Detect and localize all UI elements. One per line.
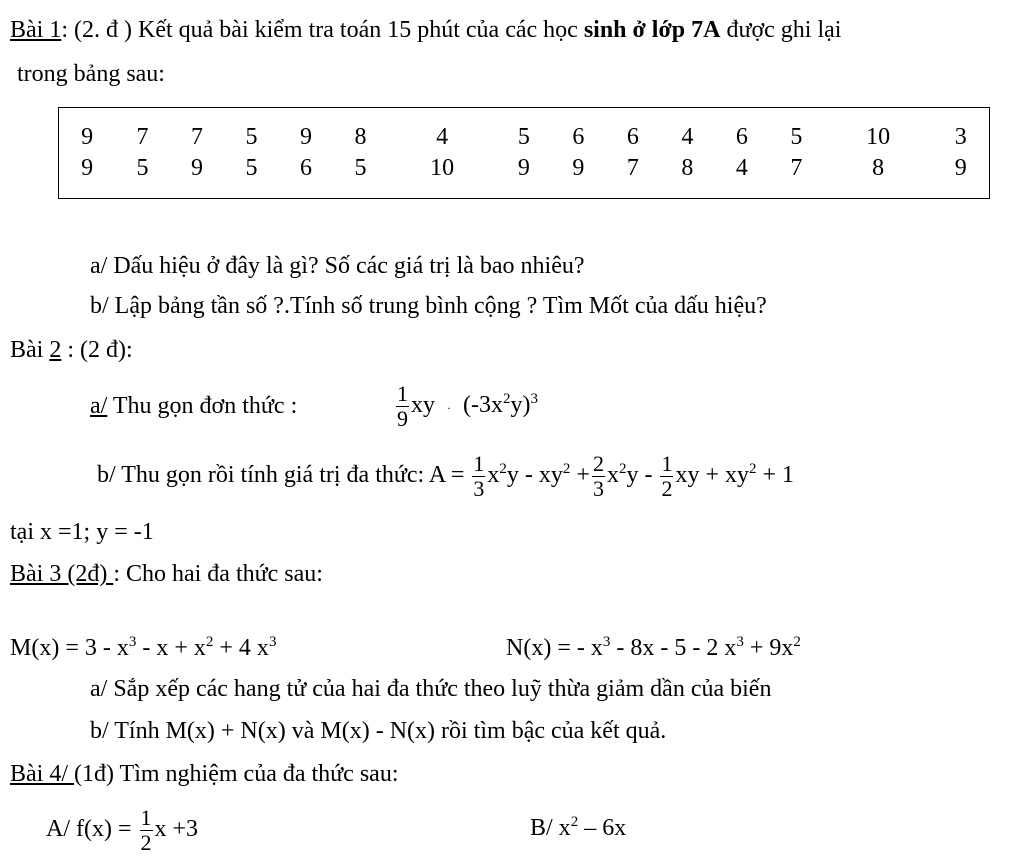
bai4-label: Bài 4/ xyxy=(10,761,74,787)
N-exp: 3 xyxy=(736,634,744,650)
score-cell: 9 xyxy=(572,154,585,181)
score-cell: 6 xyxy=(299,154,312,181)
score-cell: 4 xyxy=(436,123,449,150)
expr-xy: xy xyxy=(411,392,435,418)
score-cell: 5 xyxy=(354,154,367,181)
b-term: xy + xy xyxy=(675,462,749,488)
M-exp: 3 xyxy=(268,634,277,650)
bai2-a-text: Thu gọn đơn thức : xyxy=(107,393,298,419)
bai3-label: Bài 3 (2đ) xyxy=(10,561,114,587)
bai2-a-expression xyxy=(394,381,538,432)
N-part: - 8x - 5 - 2 x xyxy=(610,635,737,661)
score-cell: 9 xyxy=(299,123,312,150)
M-exp: 3 xyxy=(128,634,137,650)
polynomial-M xyxy=(10,634,276,665)
b-exp: 2 xyxy=(749,461,757,477)
bai1-line2: trong bảng sau: xyxy=(17,61,165,87)
M-part: - x + x xyxy=(136,635,206,661)
polynomial-N xyxy=(506,634,801,665)
score-cell: 7 xyxy=(190,123,203,150)
score-cell: 6 xyxy=(572,123,585,150)
score-cell: 10 xyxy=(866,123,891,150)
b-term: y - xy xyxy=(506,462,563,488)
score-cell: 8 xyxy=(354,123,367,150)
frac-den: 9 xyxy=(397,405,408,431)
scores-row-1 xyxy=(59,108,990,151)
expr-dot: · xyxy=(447,401,451,415)
bai1-heading xyxy=(10,16,841,44)
A-part: A/ f(x) = xyxy=(46,816,138,842)
score-cell: 5 xyxy=(136,154,149,181)
b-term: + xyxy=(570,462,590,488)
frac-den: 2 xyxy=(661,475,673,501)
frac-den: 3 xyxy=(473,475,485,501)
b-exp: 2 xyxy=(499,461,507,477)
bai1-points: : (2. đ ) xyxy=(61,17,132,43)
score-cell: 9 xyxy=(81,123,94,150)
M-part: M(x) = 3 - x xyxy=(10,635,129,661)
bai1-text-a: Kết quả bài kiểm tra toán 15 phút của các học xyxy=(131,17,578,43)
score-cell: 6 xyxy=(735,123,748,150)
N-exp: 3 xyxy=(602,634,611,650)
B-part: – 6x xyxy=(578,815,627,841)
bai2-number: 2 xyxy=(49,337,62,363)
bai3-heading xyxy=(10,560,323,588)
score-cell: 8 xyxy=(872,154,885,181)
fraction-1-2 xyxy=(660,452,673,501)
score-cell: 7 xyxy=(136,123,149,150)
bai3-question-b: b/ Tính M(x) + N(x) và M(x) - N(x) rồi tìm bậc của kết quả. xyxy=(90,718,667,744)
bai2-points: : (2 đ): xyxy=(61,337,133,363)
B-exp: 2 xyxy=(570,814,579,830)
frac-num: 2 xyxy=(592,450,604,476)
fraction-1-2 xyxy=(140,806,153,855)
bai1-text-b: được ghi lại xyxy=(720,17,842,43)
scores-row-2 xyxy=(59,151,990,199)
score-cell: 5 xyxy=(245,123,258,150)
bai1-question-b: b/ Lập bảng tần số ?.Tính số trung bình cộng ? Tìm Mốt của dấu hiệu? xyxy=(90,293,767,319)
fraction-1-3 xyxy=(472,452,485,501)
score-cell: 9 xyxy=(81,154,94,181)
score-cell: 7 xyxy=(790,154,803,181)
score-cell: 8 xyxy=(681,154,694,181)
N-part: N(x) = - x xyxy=(506,635,603,661)
score-cell: 7 xyxy=(626,154,639,181)
score-cell: 5 xyxy=(790,123,803,150)
bai2-question-a xyxy=(90,392,297,420)
score-cell: 6 xyxy=(626,123,639,150)
bai4-heading xyxy=(10,760,398,788)
scores-table xyxy=(58,107,990,199)
bai3-question-a: a/ Sắp xếp các hang tử của hai đa thức theo luỹ thừa giảm dần của biến xyxy=(90,676,772,702)
score-cell: 9 xyxy=(190,154,203,181)
bai3-rest: : Cho hai đa thức sau: xyxy=(113,561,323,587)
fraction-1-9 xyxy=(396,382,409,431)
frac-num: 1 xyxy=(397,380,408,406)
frac-num: 1 xyxy=(661,450,673,476)
A-part: x +3 xyxy=(154,816,199,842)
bai4-part-B xyxy=(530,814,626,845)
bai1-label: Bài 1 xyxy=(10,17,62,43)
fraction-2-3 xyxy=(592,452,605,501)
score-cell: 3 xyxy=(954,123,967,150)
N-part: + 9x xyxy=(743,635,794,661)
bai2-b-text: b/ Thu gọn rồi tính giá trị đa thức: A = xyxy=(97,462,471,488)
score-cell: 4 xyxy=(735,154,748,181)
bai2-at-values: tại x =1; y = -1 xyxy=(10,519,154,545)
b-term: x xyxy=(487,462,500,488)
score-cell: 5 xyxy=(517,123,530,150)
expr-exp1: 2 xyxy=(502,391,511,407)
b-exp: 2 xyxy=(562,461,571,477)
frac-num: 1 xyxy=(140,804,152,830)
expr-part3: y) xyxy=(510,392,531,418)
N-exp: 2 xyxy=(793,634,801,650)
B-part: B/ x xyxy=(530,815,571,841)
score-cell: 9 xyxy=(517,154,530,181)
frac-num: 1 xyxy=(473,450,485,476)
frac-den: 3 xyxy=(592,475,604,501)
b-term: + 1 xyxy=(756,462,795,488)
score-cell: 9 xyxy=(954,154,967,181)
M-part: + 4 x xyxy=(213,635,269,661)
frac-den: 2 xyxy=(140,829,152,855)
bai2-label: Bài xyxy=(10,337,50,363)
M-exp: 2 xyxy=(205,634,214,650)
score-cell: 4 xyxy=(681,123,694,150)
expr-exp2: 3 xyxy=(530,391,538,407)
bai2-a-label: a/ xyxy=(90,393,108,419)
bai2-heading xyxy=(10,336,133,364)
score-cell: 5 xyxy=(245,154,258,181)
score-cell: 10 xyxy=(430,154,455,181)
bai2-question-b xyxy=(97,450,794,503)
bai1-text-bold: sinh ở lớp 7A xyxy=(577,17,721,43)
expr-part2: (-3x xyxy=(463,392,503,418)
b-exp: 2 xyxy=(618,461,627,477)
bai1-question-a: a/ Dấu hiệu ở đây là gì? Số các giá trị là bao nhiêu? xyxy=(90,253,585,279)
bai4-part-A xyxy=(46,804,198,855)
bai4-rest: (1đ) Tìm nghiệm của đa thức sau: xyxy=(74,761,399,787)
b-term: x xyxy=(606,462,619,488)
b-term: y - xyxy=(626,462,659,488)
